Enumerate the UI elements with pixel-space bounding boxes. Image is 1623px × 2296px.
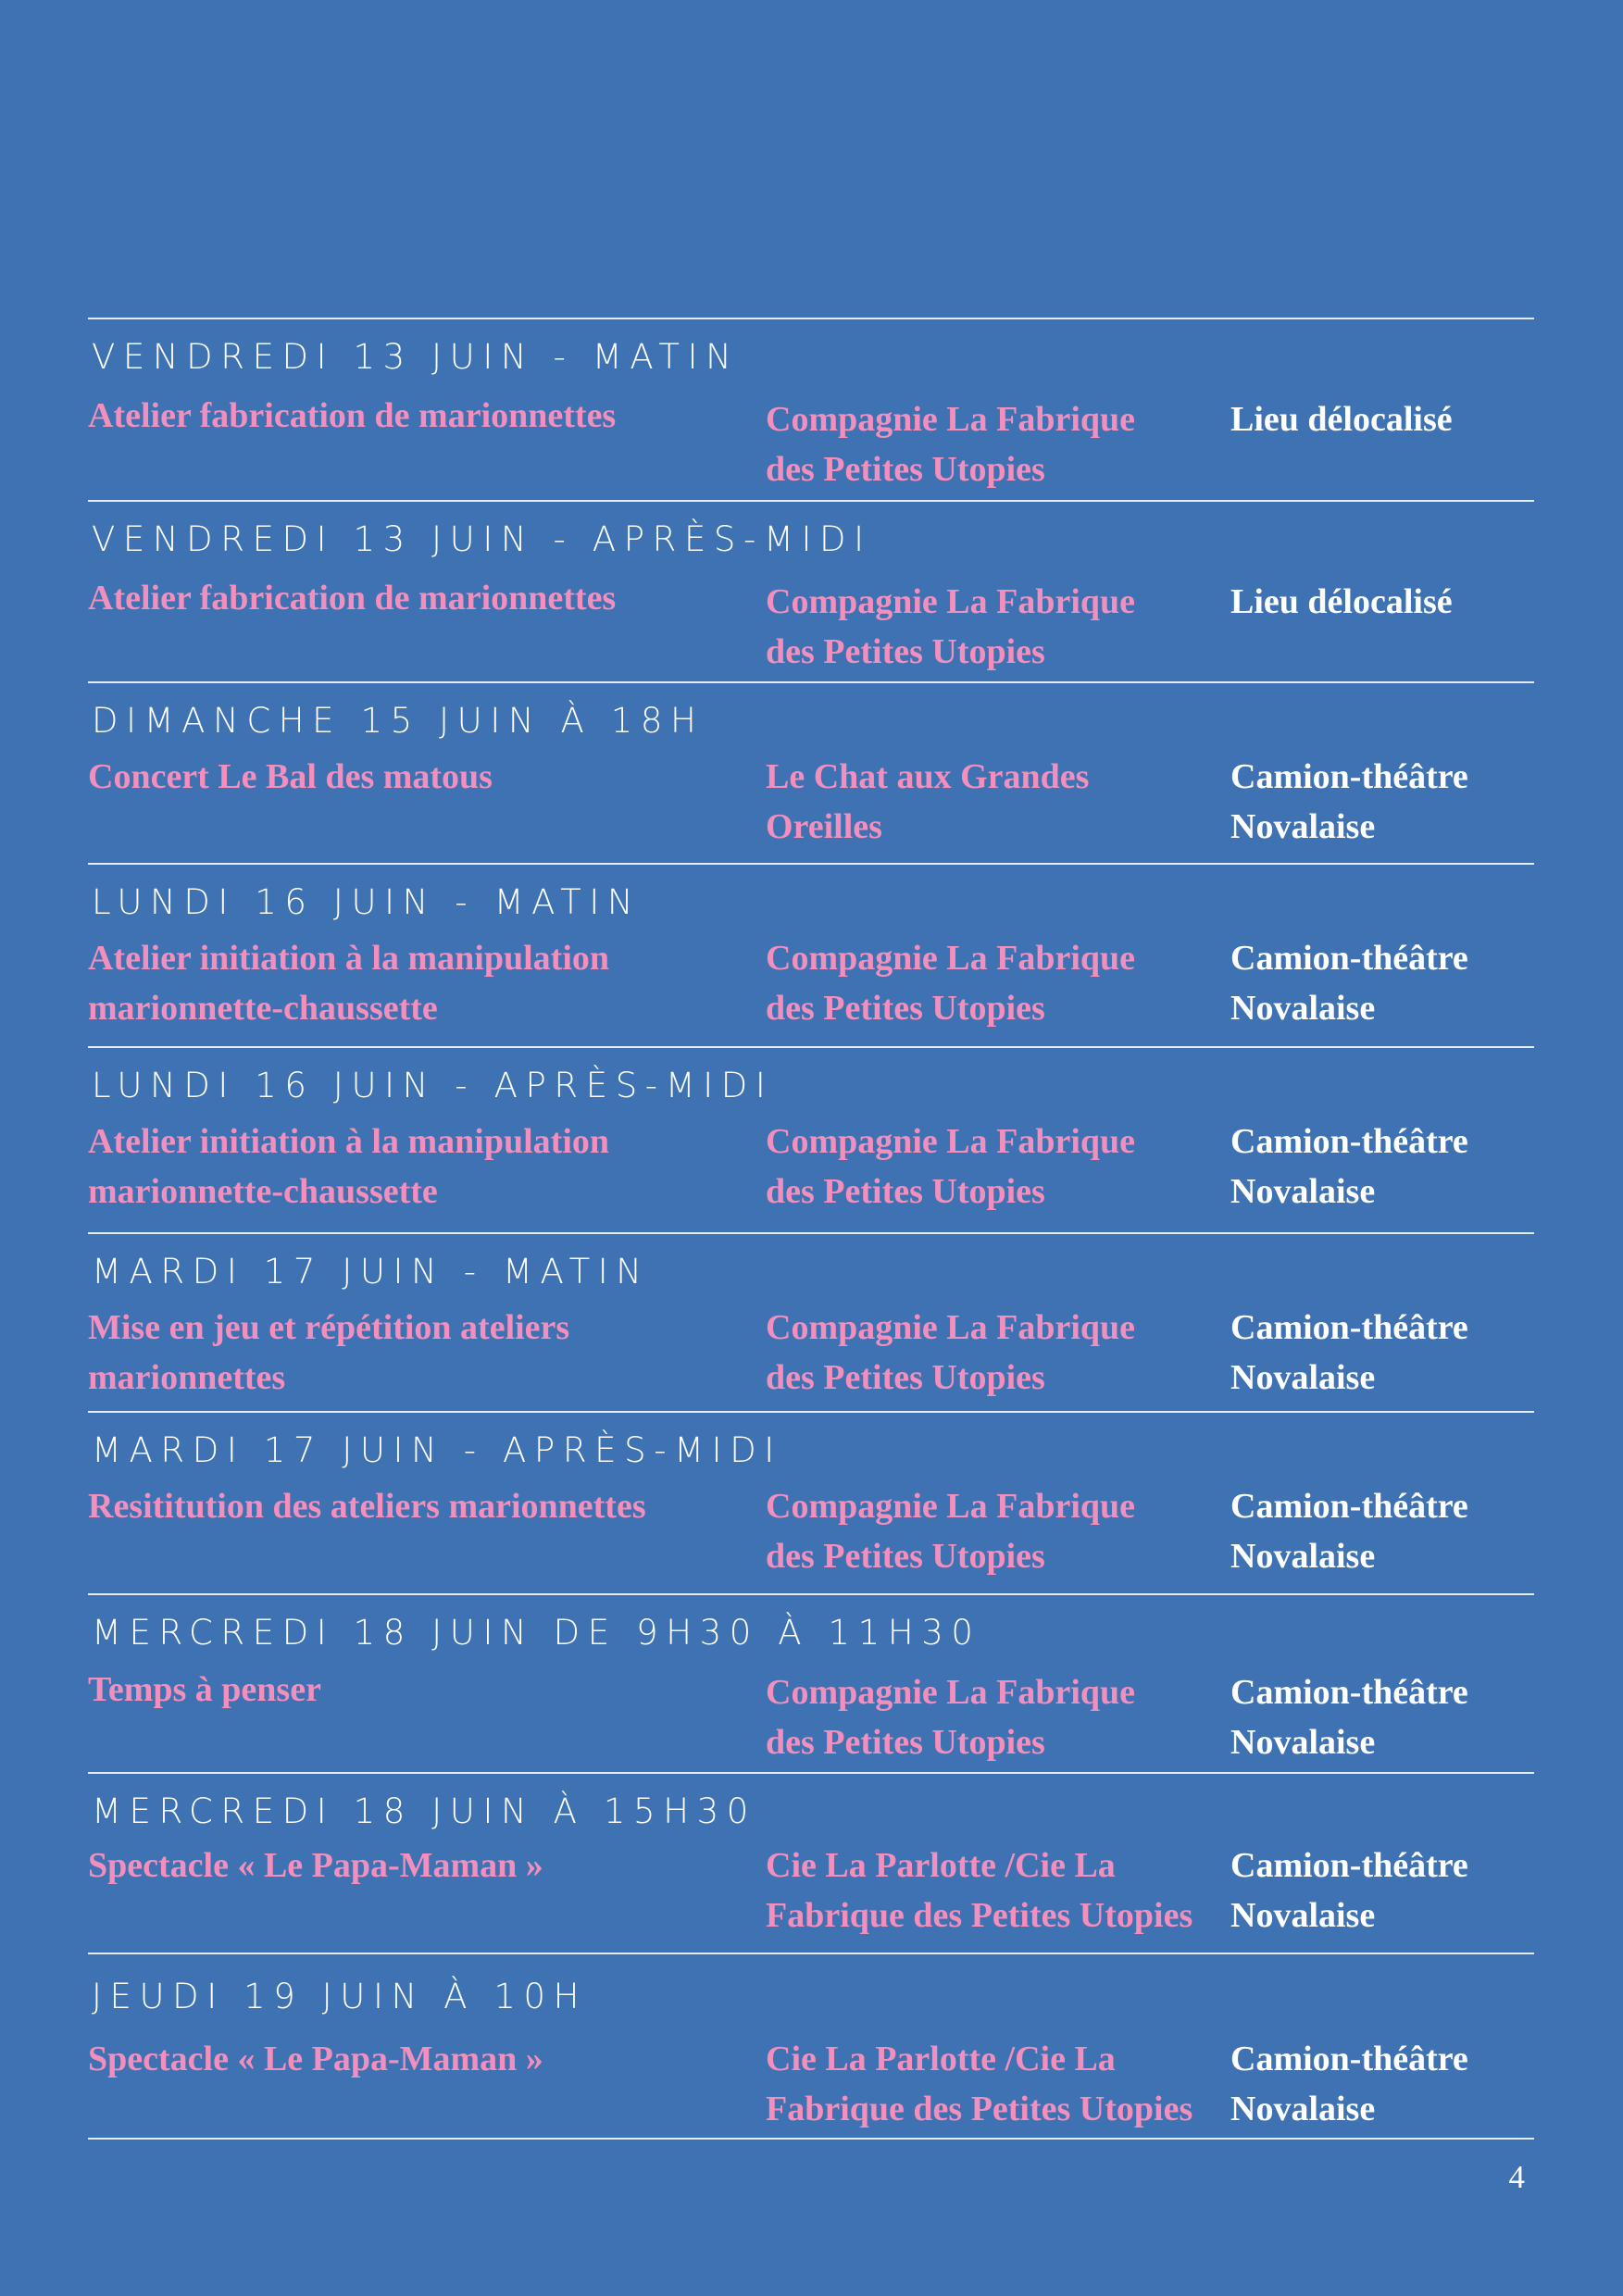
schedule-entry xyxy=(88,319,1534,502)
schedule-entry xyxy=(88,865,1534,1048)
entry-place-line: Novalaise xyxy=(1230,2090,1376,2128)
entry-place-line: Novalaise xyxy=(1230,1896,1376,1935)
entry-place-line: Novalaise xyxy=(1230,989,1376,1028)
entry-place xyxy=(1230,2034,1536,2134)
entry-title xyxy=(88,752,736,802)
entry-title-line: Concert Le Bal des matous xyxy=(88,757,493,796)
entry-date: MERCREDI 18 JUIN DE 9H30 À 11H30 xyxy=(92,1613,981,1653)
entry-place xyxy=(1230,394,1536,444)
entry-title-line: Mise en jeu et répétition ateliers xyxy=(88,1308,570,1347)
entry-company xyxy=(766,933,1303,1033)
entry-title-line: marionnettes xyxy=(88,1358,286,1397)
entry-place-line: Camion-théâtre xyxy=(1230,1673,1468,1712)
entry-company xyxy=(766,1667,1303,1767)
entry-title-line: Spectacle « Le Papa-Maman » xyxy=(88,1846,543,1885)
page-number: 4 xyxy=(1508,2159,1525,2195)
entry-title xyxy=(88,1665,736,1715)
entry-company-line: Oreilles xyxy=(766,807,882,846)
entry-title xyxy=(88,1117,736,1217)
entry-company-line: Compagnie La Fabrique xyxy=(766,1673,1136,1712)
entry-company xyxy=(766,1117,1303,1217)
entry-place-line: Camion-théâtre xyxy=(1230,757,1468,796)
entry-company xyxy=(766,1841,1303,1940)
entry-title-line: Atelier fabrication de marionnettes xyxy=(88,579,617,618)
entry-place-line: Lieu délocalisé xyxy=(1230,400,1453,439)
schedule-entry xyxy=(88,502,1534,683)
entry-date: JEUDI 19 JUIN À 10H xyxy=(92,1977,588,2016)
entry-company-line: Fabrique des Petites Utopies xyxy=(766,1896,1193,1935)
entry-date: LUNDI 16 JUIN - APRÈS-MIDI xyxy=(92,1066,774,1105)
entry-date: MARDI 17 JUIN - MATIN xyxy=(92,1252,650,1292)
entry-company xyxy=(766,394,1303,494)
entry-date: DIMANCHE 15 JUIN À 18H xyxy=(92,701,705,741)
entry-company-line: des Petites Utopies xyxy=(766,632,1045,671)
schedule-entry xyxy=(88,1774,1534,1954)
entry-company-line: Compagnie La Fabrique xyxy=(766,1308,1136,1347)
entry-title xyxy=(88,933,736,1033)
schedule-entry xyxy=(88,1595,1534,1774)
schedule-entry xyxy=(88,1413,1534,1595)
entry-title-line: Spectacle « Le Papa-Maman » xyxy=(88,2040,543,2078)
entry-company xyxy=(766,2034,1303,2134)
entry-company-line: des Petites Utopies xyxy=(766,1723,1045,1762)
entry-title-line: Atelier initiation à la manipulation xyxy=(88,1122,610,1161)
entry-title xyxy=(88,2034,736,2084)
entry-place-line: Novalaise xyxy=(1230,807,1376,846)
entry-company-line: des Petites Utopies xyxy=(766,1172,1045,1211)
entry-company-line: des Petites Utopies xyxy=(766,1358,1045,1397)
entry-place-line: Novalaise xyxy=(1230,1723,1376,1762)
entry-place xyxy=(1230,1841,1536,1940)
entry-company-line: Cie La Parlotte /Cie La xyxy=(766,1846,1116,1885)
entry-place xyxy=(1230,1481,1536,1581)
entry-title-line: marionnette-chaussette xyxy=(88,989,438,1028)
entry-company-line: des Petites Utopies xyxy=(766,989,1045,1028)
schedule-entry xyxy=(88,683,1534,865)
schedule-list xyxy=(88,318,1534,2140)
entry-date: LUNDI 16 JUIN - MATIN xyxy=(92,882,642,922)
entry-place xyxy=(1230,1303,1536,1403)
schedule-entry xyxy=(88,1954,1534,2140)
entry-place xyxy=(1230,933,1536,1033)
schedule-entry xyxy=(88,1234,1534,1413)
entry-title xyxy=(88,573,736,623)
entry-title-line: marionnette-chaussette xyxy=(88,1172,438,1211)
entry-place-line: Lieu délocalisé xyxy=(1230,582,1453,621)
entry-title-line: Temps à penser xyxy=(88,1670,321,1709)
entry-company-line: des Petites Utopies xyxy=(766,1537,1045,1576)
entry-place-line: Camion-théâtre xyxy=(1230,1122,1468,1161)
entry-company-line: Fabrique des Petites Utopies xyxy=(766,2090,1193,2128)
entry-title xyxy=(88,1303,736,1403)
entry-place-line: Camion-théâtre xyxy=(1230,1487,1468,1526)
entry-title-line: Atelier initiation à la manipulation xyxy=(88,939,610,978)
entry-company-line: Compagnie La Fabrique xyxy=(766,400,1136,439)
entry-place-line: Camion-théâtre xyxy=(1230,2040,1468,2078)
schedule-entry xyxy=(88,1048,1534,1234)
entry-company xyxy=(766,1481,1303,1581)
entry-place xyxy=(1230,577,1536,627)
entry-title-line: Atelier fabrication de marionnettes xyxy=(88,396,617,435)
entry-date: VENDREDI 13 JUIN - APRÈS-MIDI xyxy=(92,519,872,559)
entry-place-line: Camion-théâtre xyxy=(1230,1308,1468,1347)
entry-title xyxy=(88,391,736,441)
entry-date: VENDREDI 13 JUIN - MATIN xyxy=(92,337,740,377)
entry-date: MERCREDI 18 JUIN À 15H30 xyxy=(92,1791,756,1831)
entry-place xyxy=(1230,752,1536,852)
entry-title xyxy=(88,1841,736,1890)
entry-company-line: Compagnie La Fabrique xyxy=(766,1122,1136,1161)
entry-place xyxy=(1230,1667,1536,1767)
entry-company-line: Compagnie La Fabrique xyxy=(766,582,1136,621)
entry-company-line: des Petites Utopies xyxy=(766,450,1045,489)
entry-place-line: Novalaise xyxy=(1230,1358,1376,1397)
entry-company-line: Compagnie La Fabrique xyxy=(766,1487,1136,1526)
entry-title xyxy=(88,1481,736,1531)
entry-place-line: Novalaise xyxy=(1230,1172,1376,1211)
entry-title-line: Resititution des ateliers marionnettes xyxy=(88,1487,646,1526)
entry-place-line: Camion-théâtre xyxy=(1230,1846,1468,1885)
entry-place xyxy=(1230,1117,1536,1217)
entry-date: MARDI 17 JUIN - APRÈS-MIDI xyxy=(92,1430,782,1470)
entry-place-line: Novalaise xyxy=(1230,1537,1376,1576)
entry-company-line: Le Chat aux Grandes xyxy=(766,757,1090,796)
entry-company-line: Compagnie La Fabrique xyxy=(766,939,1136,978)
entry-place-line: Camion-théâtre xyxy=(1230,939,1468,978)
entry-company xyxy=(766,577,1303,677)
entry-company xyxy=(766,1303,1303,1403)
entry-company xyxy=(766,752,1303,852)
entry-company-line: Cie La Parlotte /Cie La xyxy=(766,2040,1116,2078)
